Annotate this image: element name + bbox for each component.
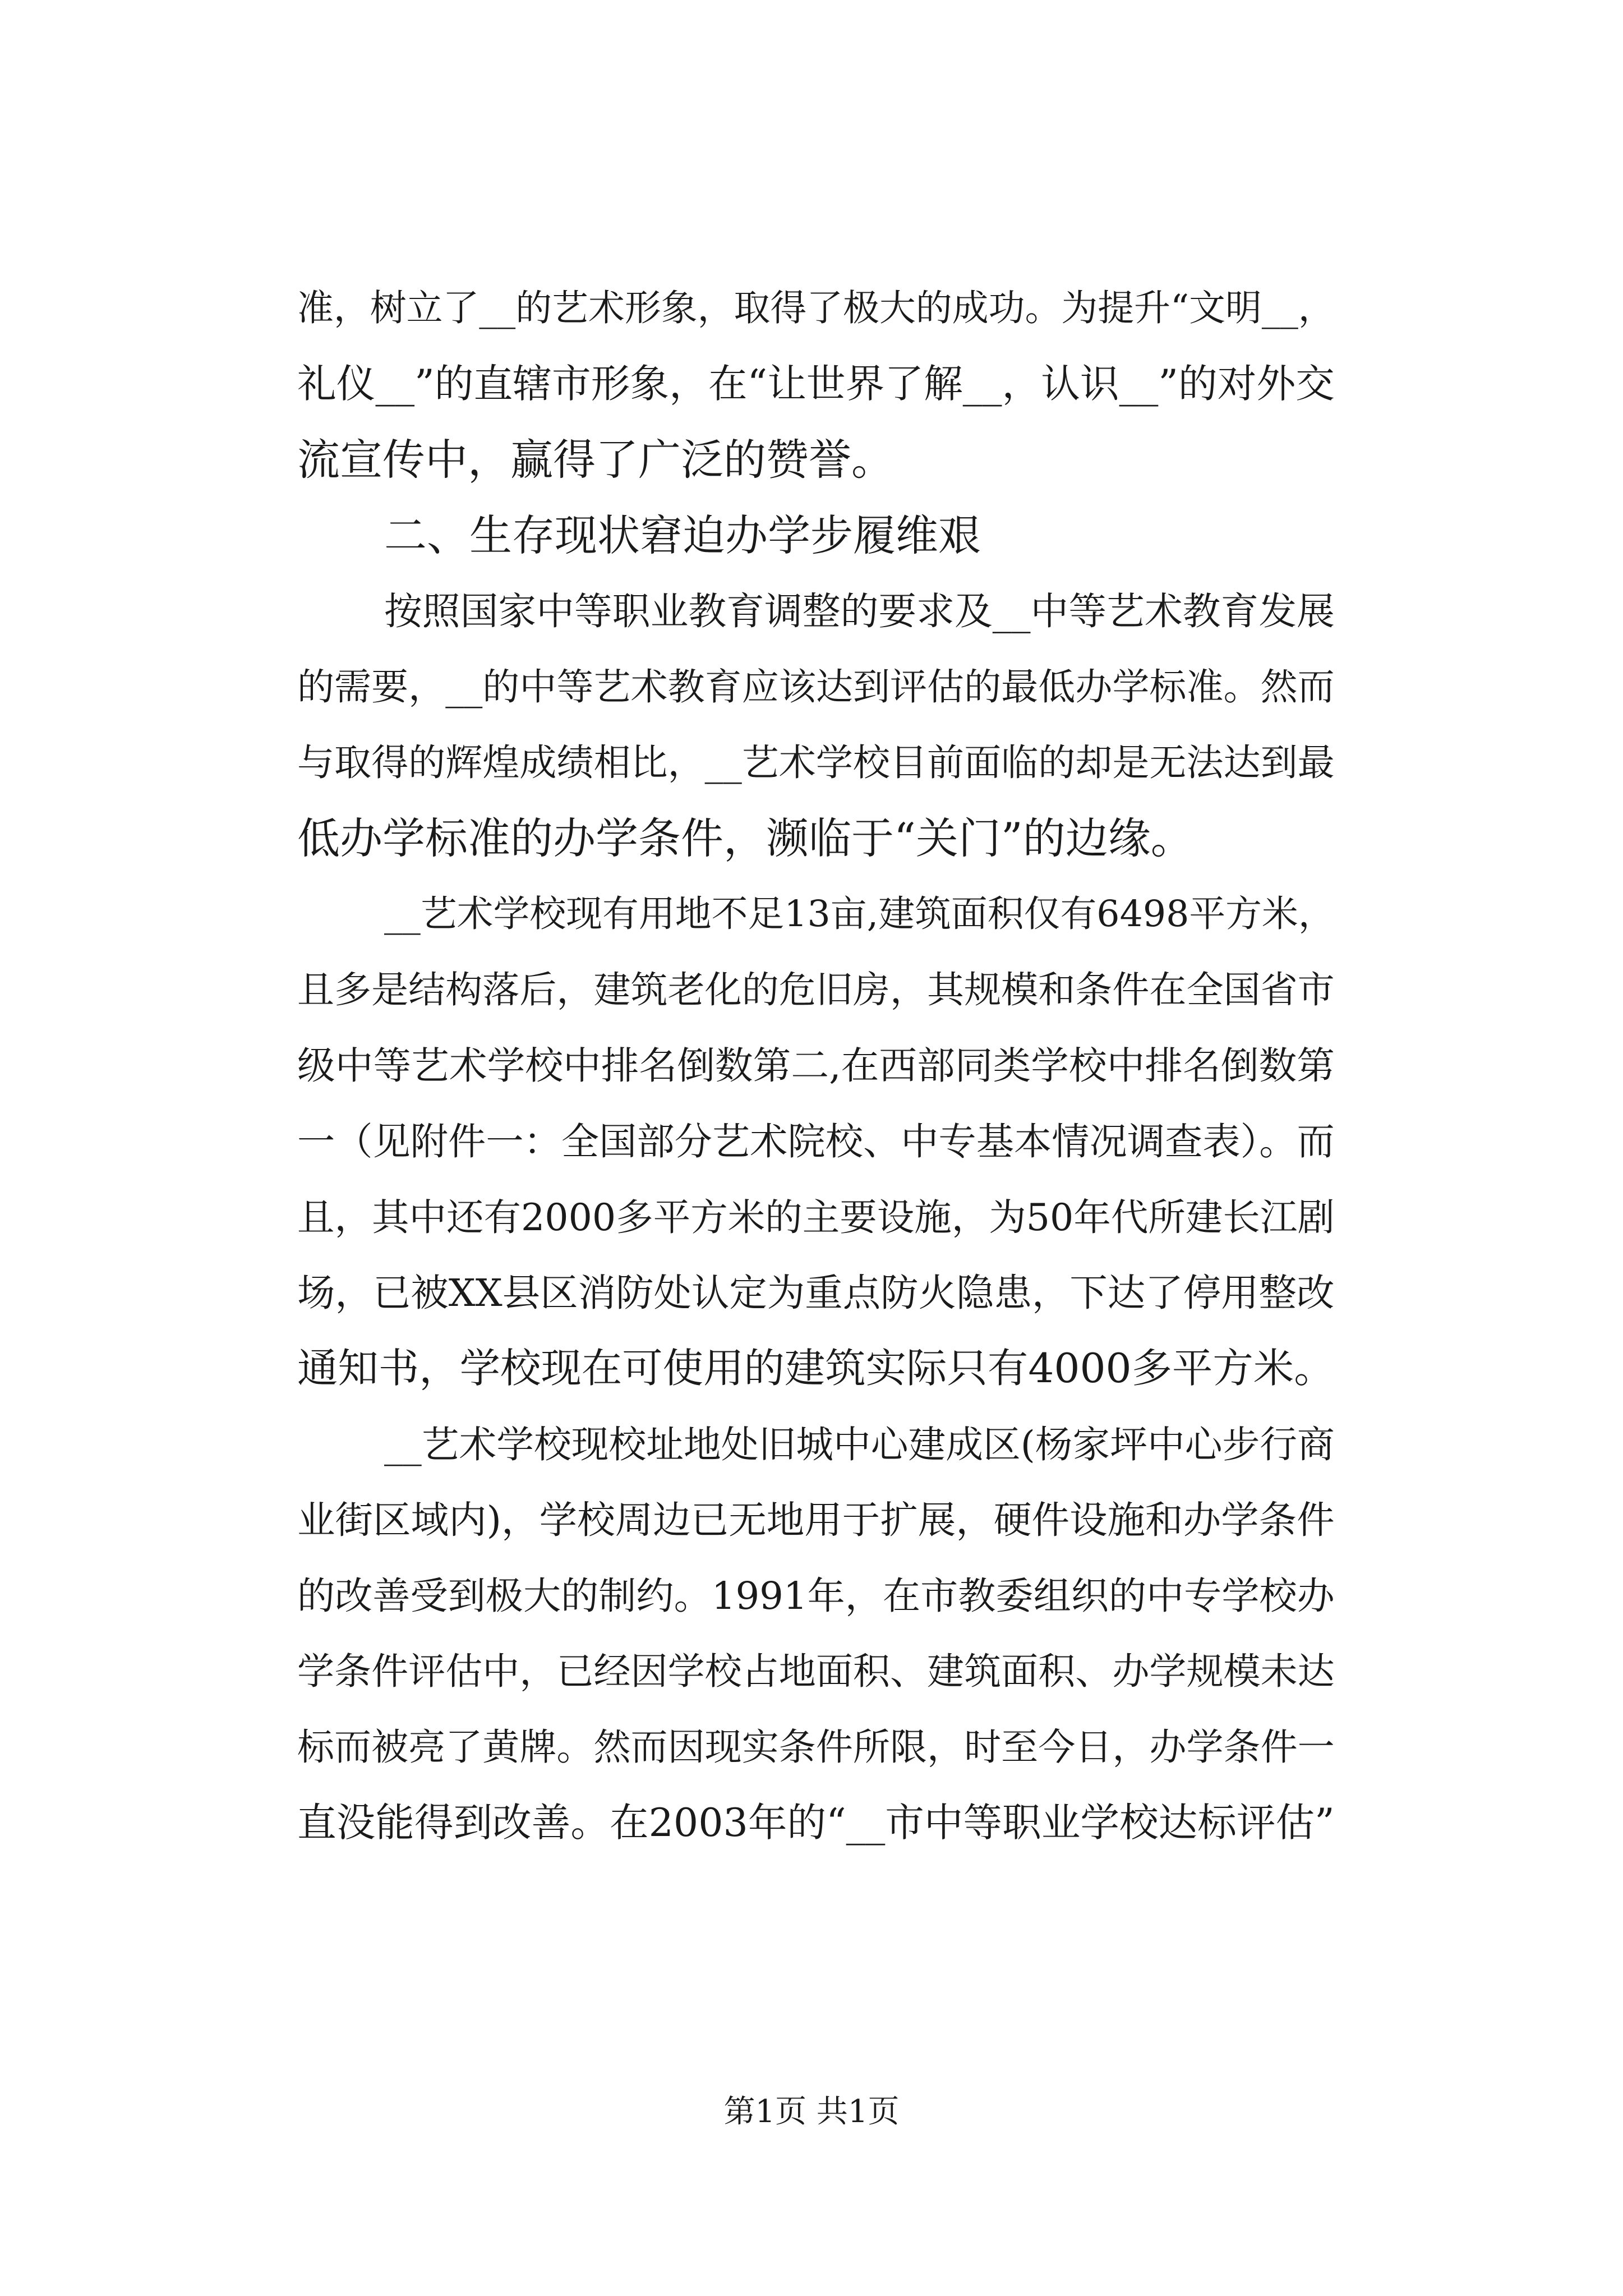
page-footer: 第1页 共1页 bbox=[723, 2093, 900, 2130]
section-heading bbox=[0, 496, 1623, 575]
line-text: 业街区域内)，学校周边已无地用于扩展，硬件设施和办学条件 bbox=[297, 1498, 1335, 1542]
text-line bbox=[0, 875, 1623, 954]
line-text: 标而被亮了黄牌。然而因现实条件所限，时至今日，办学条件一 bbox=[297, 1726, 1335, 1769]
line-text: 且多是结构落后，建筑老化的危旧房，其规模和条件在全国省市 bbox=[297, 968, 1335, 1011]
line-text: 流宣传中，赢得了广泛的赞誉。 bbox=[297, 435, 894, 485]
line-text: 与取得的辉煌成绩相比，__艺术学校目前面临的却是无法达到最 bbox=[297, 741, 1335, 784]
line-text: 准，树立了__的艺术形象，取得了极大的成功。为提升“文明__， bbox=[297, 287, 1335, 329]
line-text: 低办学标准的办学条件，濒临于“关门”的边缘。 bbox=[297, 813, 1193, 863]
line-text: 的改善受到极大的制约。1991年，在市教委组织的中专学校办 bbox=[297, 1574, 1335, 1618]
text-line bbox=[0, 1254, 1623, 1332]
line-text: 且，其中还有2000多平方米的主要设施，为50年代所建长江剧 bbox=[297, 1195, 1335, 1239]
text-line bbox=[0, 1405, 1623, 1484]
line-text: __艺术学校现校址地处旧城中心建成区(杨家坪中心步行商 bbox=[384, 1423, 1335, 1466]
line-text: 通知书，学校现在可使用的建筑实际只有4000多平方米。 bbox=[297, 1345, 1335, 1392]
heading-text: 二、生存现状窘迫办学步履维艰 bbox=[384, 510, 981, 560]
text-line bbox=[0, 572, 1623, 651]
line-text: __艺术学校现有用地不足13亩,建筑面积仅有6498平方米， bbox=[384, 893, 1335, 935]
text-line bbox=[0, 799, 1623, 878]
line-text: 礼仪__”的直辖市形象，在“让世界了解__，认识__”的对外交 bbox=[297, 361, 1335, 407]
text-line bbox=[0, 1481, 1623, 1559]
line-text: 按照国家中等职业教育调整的要求及__中等艺术教育发展 bbox=[384, 589, 1335, 633]
text-line bbox=[0, 951, 1623, 1029]
text-line bbox=[0, 1784, 1623, 1862]
text-line bbox=[0, 1632, 1623, 1711]
line-text: 直没能得到改善。在2003年的“__市中等职业学校达标评估” bbox=[297, 1800, 1335, 1846]
text-line bbox=[0, 1102, 1623, 1181]
line-text: 学条件评估中，已经因学校占地面积、建筑面积、办学规模未达 bbox=[297, 1650, 1335, 1693]
line-text: 级中等艺术学校中排名倒数第二,在西部同类学校中排名倒数第 bbox=[297, 1043, 1335, 1088]
line-text: 场，已被XX县区消防处认定为重点防火隐患，下达了停用整改 bbox=[297, 1271, 1335, 1315]
text-line bbox=[0, 648, 1623, 726]
text-line bbox=[0, 1178, 1623, 1257]
text-line bbox=[0, 724, 1623, 802]
line-text: 的需要，__的中等艺术教育应该达到评估的最低办学标准。然而 bbox=[297, 665, 1335, 708]
text-line bbox=[0, 1708, 1623, 1787]
text-line bbox=[0, 269, 1623, 348]
text-line bbox=[0, 345, 1623, 424]
text-line bbox=[0, 1329, 1623, 1408]
text-line bbox=[0, 1027, 1623, 1105]
text-line bbox=[0, 421, 1623, 499]
text-line bbox=[0, 1557, 1623, 1635]
line-text: 一（见附件一：全国部分艺术院校、中专基本情况调查表）。而 bbox=[297, 1120, 1335, 1163]
